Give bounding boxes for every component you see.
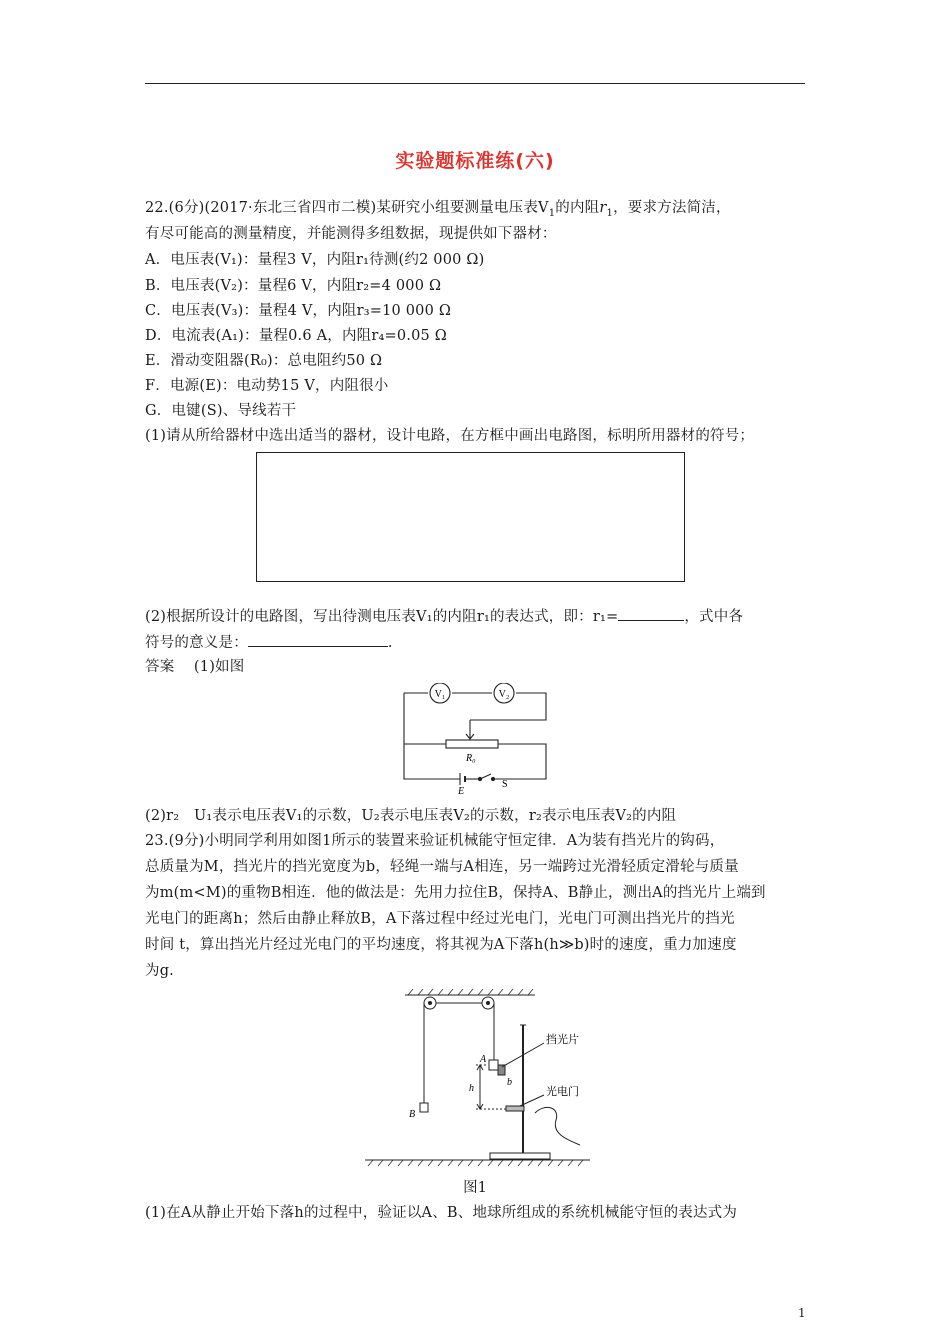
q22-option-g: G．电键(S)、导线若干 [145,403,297,419]
shade-label: 挡光片 [546,1033,579,1046]
e-label: E [458,786,465,795]
r0-label: R₀ [466,753,476,764]
v2-label: V₂ [498,689,510,700]
q23-line5: 时间 t，算出挡光片经过光电门的平均速度，将其视为A下落h(h≫b)时的速度，重力加速度 [145,937,737,953]
s-label: S [502,779,508,790]
answer-drawing-box [256,452,685,582]
gate-label: 光电门 [546,1085,579,1098]
q22-answer-part2: (2)r₂ U₁表示电压表V₁的示数，U₂表示电压表V₂的示数，r₂表示电压表V₂的内阻 [145,808,677,824]
q22-option-c: C．电压表(V₃)：量程4 V，内阻r₃=10 000 Ω [145,303,452,319]
header-rule [145,83,805,84]
voltmeter-v2 [494,683,514,703]
b-width-label: b [507,1077,512,1088]
q22-option-a: A．电压表(V₁)：量程3 V，内阻r₁待测(约2 000 Ω) [145,252,485,268]
q23-line1: 23.(9分)小明同学利用如图1所示的装置来验证机械能守恒定律．A为装有挡光片的钩码， [145,833,725,849]
q22-option-f: F．电源(E)：电动势15 V，内阻很小 [145,378,389,394]
q22-answer-line: 答案 (1)如图 [145,659,245,675]
q23-line2: 总质量为M，挡光片的挡光宽度为b，轻绳一端与A相连，另一端跨过光滑轻质定滑轮与质量 [145,859,739,875]
q23-line3: 为m(m<M)的重物B相连．他的做法是：先用力拉住B，保持A、B静止，测出A的挡光片上端到 [145,885,766,901]
q22-option-b: B．电压表(V₂)：量程6 V，内阻r₂=4 000 Ω [145,278,442,294]
q22-head-line2: 有尽可能高的测量精度，并能测得多组数据，现提供如下器材： [145,226,557,242]
q22-head-line1: 22.(6分)(2017·东北三省四市二模)某研究小组要测量电压表$V_1$的内阻$r_1$，要求方法简洁， [145,200,731,219]
q23-line6: 为g. [145,963,174,979]
apparatus-figure [360,985,600,1170]
page-number: 1 [798,1306,806,1320]
q22-option-d: D．电流表(A₁)：量程0.6 A，内阻r₄=0.05 Ω [145,328,447,344]
meaning-blank [248,632,388,647]
voltmeter-v1 [430,683,450,703]
figure-caption: 图1 [463,1180,487,1196]
q22-part1: (1)请从所给器材中选出适当的器材，设计电路，在方框中画出电路图，标明所用器材的符号； [145,428,755,444]
a-label: A [480,1054,487,1065]
q23-part1: (1)在A从静止开始下落h的过程中，验证以A、B、地球所组成的系统机械能守恒的表达式为 [145,1205,738,1221]
q22-option-e: E．滑动变阻器(R₀)：总电阻约50 Ω [145,353,383,369]
q22-part2-line2: 符号的意义是： . [145,632,393,653]
q22-part2-line1: (2)根据所设计的电路图，写出待测电压表V₁的内阻r₁的表达式，即：r₁= ，式中各 [145,606,743,627]
page-title: 实验题标准练(六) [395,150,555,172]
q23-line4: 光电门的距离h；然后由静止释放B，A下落过程中经过光电门，光电门可测出挡光片的挡光 [145,911,735,927]
r1-blank [618,606,684,621]
v1-label: V₁ [434,689,446,700]
circuit-diagram [398,683,558,795]
h-label: h [469,1083,474,1094]
B-label: B [409,1109,416,1120]
